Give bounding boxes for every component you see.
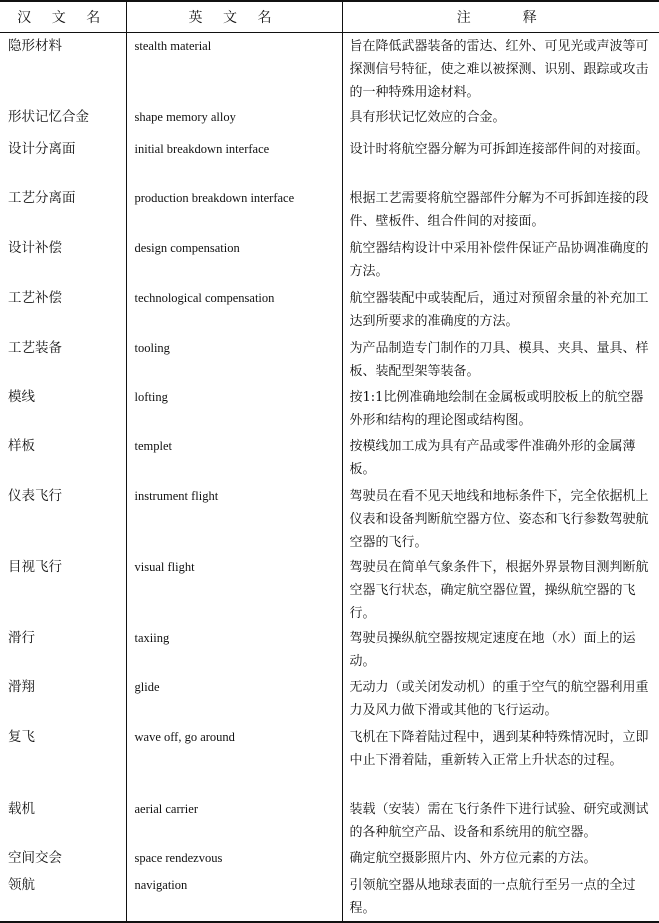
- chinese-term: 设计分离面: [8, 141, 76, 157]
- chinese-term: 复飞: [8, 729, 35, 745]
- chinese-term: 滑行: [8, 630, 35, 646]
- table-row: [0, 554, 659, 625]
- chinese-term: 隐形材料: [8, 38, 62, 54]
- table-row: [0, 335, 659, 384]
- chinese-term: 载机: [8, 801, 35, 817]
- table-row: [0, 872, 659, 922]
- table-row: [0, 384, 659, 433]
- english-term: stealth material: [126, 33, 342, 105]
- annotation: 按模线加工成为具有产品或零件准确外形的金属薄板。: [342, 433, 659, 483]
- annotation: 驾驶员在简单气象条件下，根据外界景物目测判断航空器飞行状态，确定航空器位置，操纵航空器的飞行。: [342, 554, 659, 625]
- table-row: [0, 433, 659, 483]
- annotation: 驾驶员在看不见天地线和地标条件下，完全依据机上仪表和设备判断航空器方位、姿态和飞行参数驾驶航空器的飞行。: [342, 483, 659, 554]
- english-term: technological compensation: [126, 285, 342, 335]
- chinese-term: 领航: [0, 872, 126, 922]
- english-term: tooling: [126, 335, 342, 384]
- chinese-term: 工艺分离面: [8, 190, 76, 206]
- table-row: [0, 104, 659, 136]
- english-term: lofting: [126, 384, 342, 433]
- english-term: visual flight: [126, 554, 342, 625]
- chinese-term: 形状记忆合金: [8, 109, 89, 125]
- chinese-term: 仪表飞行: [8, 488, 62, 504]
- chinese-term: 模线: [8, 389, 35, 405]
- english-term: shape memory alloy: [126, 104, 342, 136]
- table-row: [0, 845, 659, 872]
- table-row: [0, 625, 659, 674]
- header-annotation: 注 释: [342, 1, 659, 33]
- table-body: [0, 33, 659, 923]
- english-term: glide: [126, 674, 342, 724]
- header-english-term: 英 文 名: [126, 1, 342, 33]
- chinese-term: 滑翔: [8, 679, 35, 695]
- annotation: 飞机在下降着陆过程中，遇到某种特殊情况时，立即中止下滑着陆，重新转入正常上升状态的过程。: [342, 724, 659, 796]
- chinese-term: 目视飞行: [8, 559, 62, 575]
- annotation: 为产品制造专门制作的刀具、模具、夹具、量具、样板、装配型架等装备。: [342, 335, 659, 384]
- chinese-term: 工艺补偿: [8, 290, 62, 306]
- english-term: taxiing: [126, 625, 342, 674]
- english-term: wave off, go around: [126, 724, 342, 796]
- chinese-term: 样板: [8, 438, 35, 454]
- english-term: initial breakdown interface: [126, 136, 342, 185]
- annotation: 装载（安装）需在飞行条件下进行试验、研究或测试的各种航空产品、设备和系统用的航空器。: [342, 796, 659, 845]
- annotation: 驾驶员操纵航空器按规定速度在地（水）面上的运动。: [342, 625, 659, 674]
- table-row: [0, 724, 659, 796]
- table-row: [0, 674, 659, 724]
- table-row: [0, 285, 659, 335]
- english-term: templet: [126, 433, 342, 483]
- annotation: 设计时将航空器分解为可拆卸连接部件间的对接面。: [342, 136, 659, 185]
- annotation: 航空器结构设计中采用补偿件保证产品协调准确度的方法。: [342, 235, 659, 285]
- table-row: [0, 185, 659, 235]
- english-term: aerial carrier: [126, 796, 342, 845]
- table-row: [0, 796, 659, 845]
- chinese-term: 设计补偿: [8, 240, 62, 256]
- english-term: design compensation: [126, 235, 342, 285]
- english-term: instrument flight: [126, 483, 342, 554]
- table-row: [0, 483, 659, 554]
- annotation: 旨在降低武器装备的雷达、红外、可见光或声波等可探测信号特征，使之难以被探测、识别、跟踪或攻击的一种特殊用途材料。: [342, 33, 659, 105]
- annotation: 按1:1比例准确地绘制在金属板或明胶板上的航空器外形和结构的理论图或结构图。: [342, 384, 659, 433]
- english-term: production breakdown interface: [126, 185, 342, 235]
- table-row: [0, 33, 659, 105]
- annotation: 航空器装配中或装配后，通过对预留余量的补充加工达到所要求的准确度的方法。: [342, 285, 659, 335]
- table-header: [0, 1, 659, 33]
- header-chinese-term: 汉 文 名: [0, 1, 126, 33]
- chinese-term: 空间交会: [8, 850, 62, 866]
- annotation: 确定航空摄影照片内、外方位元素的方法。: [342, 845, 659, 872]
- table-row: [0, 235, 659, 285]
- annotation: 无动力（或关闭发动机）的重于空气的航空器利用重力及风力做下滑或其他的飞行运动。: [342, 674, 659, 724]
- english-term: navigation: [126, 872, 342, 922]
- annotation: 具有形状记忆效应的合金。: [342, 104, 659, 136]
- table-row: [0, 136, 659, 185]
- english-term: space rendezvous: [126, 845, 342, 872]
- annotation: 引领航空器从地球表面的一点航行至另一点的全过程。: [342, 872, 659, 922]
- annotation: 根据工艺需要将航空器部件分解为不可拆卸连接的段件、壁板件、组合件间的对接面。: [342, 185, 659, 235]
- chinese-term: 工艺装备: [8, 340, 62, 356]
